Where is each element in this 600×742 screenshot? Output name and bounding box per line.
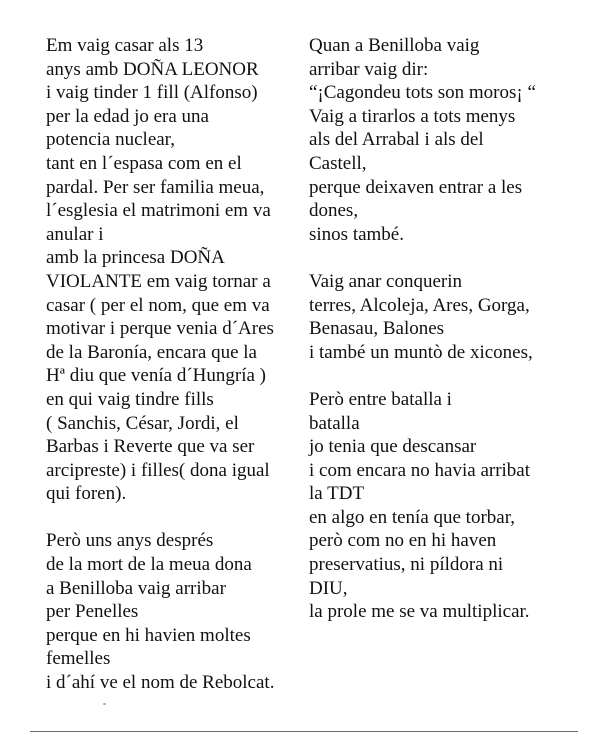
paragraph-conquests	[309, 270, 589, 364]
text-line: la prole me se va multiplicar.	[309, 601, 530, 623]
text-line: dones,	[309, 200, 359, 222]
text-line: tant en l´espasa com en el	[46, 152, 242, 174]
text-line: Vaig a tirarlos a tots menys	[309, 105, 516, 127]
text-line: Vaig anar conquerin	[309, 270, 462, 292]
text-line: Em vaig casar als 13	[46, 35, 204, 56]
paragraph-batalla	[309, 388, 589, 624]
text-line: motivar i perque venia d´Ares	[46, 318, 274, 340]
text-line: batalla	[309, 412, 360, 434]
text-line: DIU,	[309, 577, 348, 599]
paragraph-benilloba-arrival	[46, 529, 308, 694]
text-line: i com encara no havia arribat	[309, 459, 531, 481]
text-line: arribar vaig dir:	[309, 58, 429, 80]
left-column	[46, 34, 308, 695]
text-line: sinos també.	[309, 223, 404, 245]
scan-speck	[103, 703, 106, 705]
paragraph-gap	[46, 506, 308, 530]
text-line: Castell,	[309, 152, 367, 174]
text-line: jo tenia que descansar	[309, 436, 477, 458]
text-line: Però entre batalla i	[309, 388, 452, 410]
text-line: pardal. Per ser familia meua,	[46, 176, 265, 198]
text-line: i també un muntò de xicones,	[309, 341, 533, 363]
text-line: ( Sanchis, César, Jordi, el	[46, 412, 239, 434]
text-line: Però uns anys després	[46, 530, 214, 552]
text-line: VIOLANTE em vaig tornar a	[46, 270, 271, 292]
paragraph-gap	[309, 364, 589, 388]
text-line: i d´ahí ve el nom de Rebolcat.	[46, 672, 275, 694]
bottom-divider	[30, 731, 578, 732]
text-line: Hª diu que venía d´Hungría )	[46, 365, 266, 387]
text-line: casar ( per el nom, que em va	[46, 294, 270, 316]
text-line: Quan a Benilloba vaig	[309, 35, 480, 56]
paragraph-moros	[309, 34, 589, 246]
text-line: per la edad jo era una	[46, 105, 209, 127]
text-line: “¡Cagondeu tots son moros¡ “	[309, 82, 536, 104]
text-line: als del Arrabal i als del	[309, 129, 484, 151]
text-line: de la Baronía, encara que la	[46, 341, 257, 363]
text-line: en qui vaig tindre fills	[46, 388, 214, 410]
text-line: Benasau, Balones	[309, 318, 445, 340]
text-line: qui foren).	[46, 483, 127, 505]
text-line: però com no en hi haven	[309, 530, 497, 552]
text-line: Barbas i Reverte que va ser	[46, 436, 255, 458]
text-line: anys amb DOÑA LEONOR	[46, 58, 259, 80]
text-line: preservatius, ni píldora ni	[309, 554, 504, 576]
text-line: terres, Alcoleja, Ares, Gorga,	[309, 294, 530, 316]
text-line: perque deixaven entrar a les	[309, 176, 523, 198]
text-line: anular i	[46, 223, 104, 245]
text-line: en algo en tenía que torbar,	[309, 506, 516, 528]
text-line: perque en hi havien moltes	[46, 624, 251, 646]
text-line: amb la princesa DOÑA	[46, 247, 225, 269]
text-line: a Benilloba vaig arribar	[46, 577, 226, 599]
paragraph-marriages	[46, 34, 308, 506]
text-line: de la mort de la meua dona	[46, 554, 252, 576]
right-column	[309, 34, 589, 624]
text-line: i vaig tinder 1 fill (Alfonso)	[46, 82, 258, 104]
text-line: la TDT	[309, 483, 365, 505]
text-line: l´esglesia el matrimoni em va	[46, 200, 271, 222]
text-line: potencia nuclear,	[46, 129, 176, 151]
text-line: per Penelles	[46, 601, 139, 623]
text-line: arcipreste) i filles( dona igual	[46, 459, 270, 481]
text-line: femelles	[46, 648, 111, 670]
paragraph-gap	[309, 246, 589, 270]
